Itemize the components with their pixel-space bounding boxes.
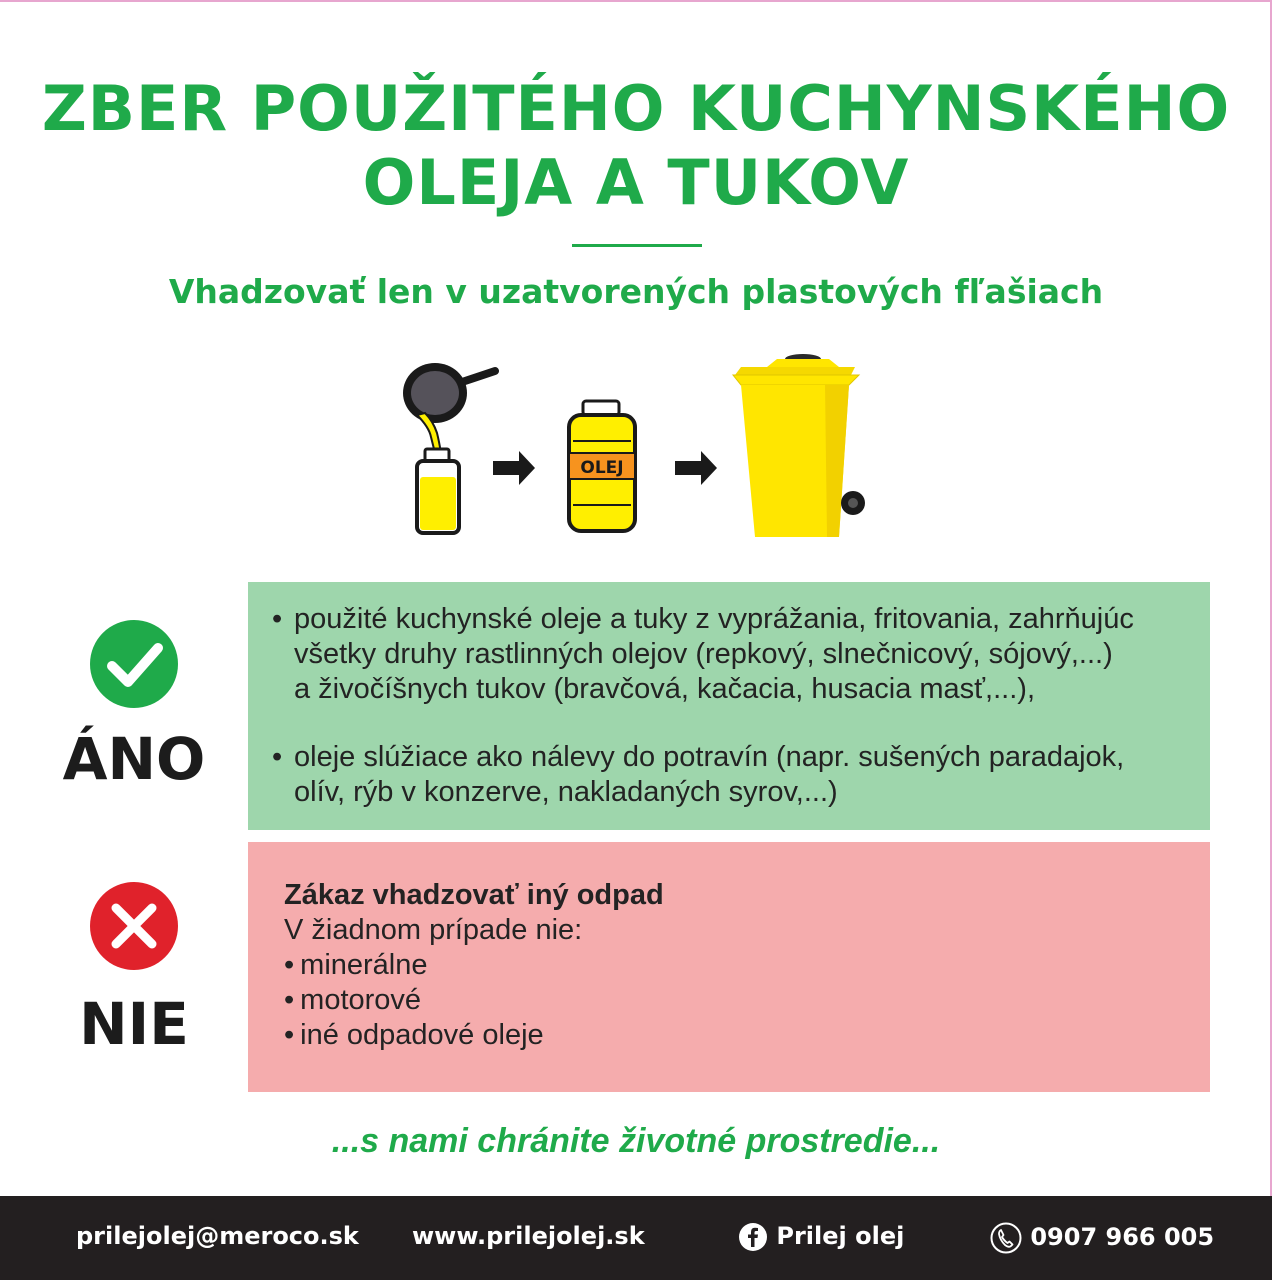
page-title xyxy=(0,72,1272,220)
slogan: ...s nami chránite životné prostredie... xyxy=(331,1122,941,1160)
allowed-items-panel xyxy=(248,582,1210,830)
footer-website[interactable]: www.prilejolej.sk xyxy=(412,1222,645,1250)
list-item: • motorové xyxy=(284,983,664,1018)
arrow-right-icon xyxy=(675,451,717,485)
list-item: • použité kuchynské oleje a tuky z vyprážania, fritovania, zahrňujúc všetky druhy rastlinných olejov (repkový, slnečnicový, sójový,...) a živočíšnych tukov (bravčová, kačacia, husacia masť,...), xyxy=(272,603,1134,705)
check-icon xyxy=(90,620,178,708)
cross-icon xyxy=(90,882,178,970)
subtitle: Vhadzovať len v uzatvorených plastových fľašiach xyxy=(168,272,1104,311)
forbidden-intro: V žiadnom prípade nie: xyxy=(284,914,583,946)
frying-pan-icon xyxy=(403,363,495,423)
no-label: NIE xyxy=(79,990,189,1058)
footer xyxy=(0,1196,1272,1280)
forbidden-list xyxy=(284,948,664,1053)
yes-label: ÁNO xyxy=(62,725,206,793)
list-item: • minerálne xyxy=(284,948,664,983)
facebook-icon xyxy=(738,1222,768,1252)
olej-bottle-icon xyxy=(569,401,635,531)
list-item: • oleje slúžiace ako nálevy do potravín (napr. sušených paradajok, olív, rýb v konzerve, nakladaných syrov,...) xyxy=(272,741,1125,808)
footer-facebook[interactable] xyxy=(738,1222,904,1252)
forbidden-heading: Zákaz vhadzovať iný odpad xyxy=(284,879,664,911)
yellow-bin-icon xyxy=(733,354,865,537)
footer-phone[interactable] xyxy=(990,1222,1214,1254)
oil-disposal-illustration xyxy=(395,345,875,545)
small-bottle-icon xyxy=(417,449,459,533)
title-line-2: OLEJA A TUKOV xyxy=(362,146,910,219)
arrow-right-icon xyxy=(493,451,535,485)
phone-label: 0907 966 005 xyxy=(1030,1223,1215,1251)
facebook-label: Prilej olej xyxy=(776,1222,905,1250)
bottle-label: OLEJ xyxy=(580,458,624,478)
title-divider xyxy=(572,244,702,247)
footer-email[interactable]: prilejolej@meroco.sk xyxy=(76,1222,359,1250)
list-item: • iné odpadové oleje xyxy=(284,1018,664,1053)
phone-icon xyxy=(990,1222,1022,1254)
forbidden-items-panel xyxy=(248,842,1210,1092)
title-line-1: ZBER POUŽITÉHO KUCHYNSKÉHO xyxy=(41,72,1231,145)
